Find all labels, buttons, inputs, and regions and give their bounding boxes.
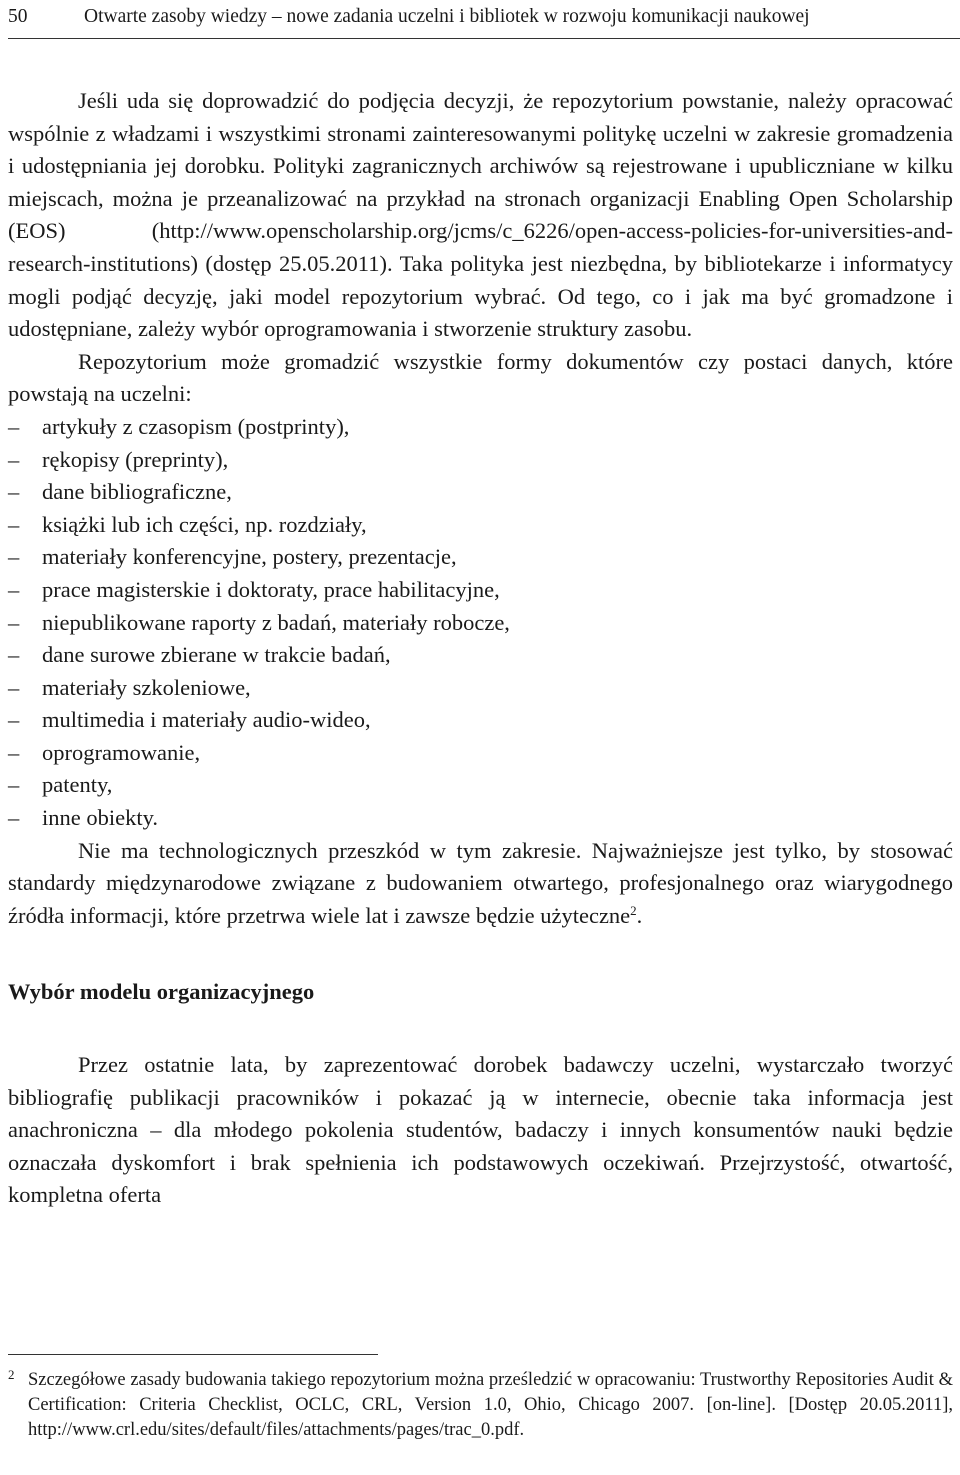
list-item: – dane bibliograficzne, xyxy=(8,476,953,509)
list-item: – dane surowe zbierane w trakcie badań, xyxy=(8,639,953,672)
list-item: – książki lub ich części, np. rozdziały, xyxy=(8,509,953,542)
footnote xyxy=(8,1368,953,1443)
list-item: – materiały szkoleniowe, xyxy=(8,672,953,705)
footnote-text: Szczegółowe zasady budowania takiego repozytorium można prześledzić w opracowaniu: Trustworthy Repositories Audit & Certification: Criteria Checklist, OCLC, CRL, Version 1.0, Ohio, Chicago 2007. [on-line]. [Dostęp 20.05.2011], http://www.crl.edu/sites/default/files/attachments/pages/trac_0.pdf. xyxy=(28,1370,953,1440)
paragraph-standards xyxy=(8,835,953,933)
section-heading: Wybór modelu organizacyjnego xyxy=(8,979,315,1005)
list-item: – prace magisterskie i doktoraty, prace habilitacyjne, xyxy=(8,574,953,607)
list-item: – rękopisy (preprinty), xyxy=(8,444,953,477)
list-item: – inne obiekty. xyxy=(8,802,953,835)
footnote-reference[interactable]: 2 xyxy=(630,902,637,918)
paragraph-document-forms: Repozytorium może gromadzić wszystkie formy dokumentów czy postaci danych, które powstają na uczelni: xyxy=(8,348,953,407)
document-types-list xyxy=(8,411,953,835)
running-header xyxy=(8,0,960,39)
list-item: – artykuły z czasopism (postprinty), xyxy=(8,411,953,444)
paragraph-standards-end: . xyxy=(636,902,643,928)
paragraph-organizational-model: Przez ostatnie lata, by zaprezentować dorobek badawczy uczelni, wystarczało tworzyć bibliografię publikacji pracowników i pokazać ją w internecie, obecnie taka informacja jest anachroniczna – dla młodego pokolenia studentów, badaczy i innych konsumentów nauki będzie oznaczała dyskomfort i brak spełnienia ich podstawowych oczekiwań. Przejrzystość, otwartość, kompletna oferta xyxy=(8,1052,953,1208)
list-item: – niepublikowane raporty z badań, materiały robocze, xyxy=(8,607,953,640)
paragraph-repository-policy: Jeśli uda się doprowadzić do podjęcia decyzji, że repozytorium powstanie, należy opracować wspólnie z władzami i wszystkimi stronami zainteresowanymi politykę uczelni w zakresie gromadzenia i udostępniania jej dorobku. Polityki zagranicznych archiwów są rejestrowane i upubliczniane w kilku miejscach, można je przeanalizować na przykład na stronach organizacji Enabling Open Scholarship (EOS) (http://www.openscholarship.org/jcms/c_6226/open-access-policies-for-universities-and-research-institutions) (dostęp 25.05.2011). Taka polityka jest niezbędna, by bibliotekarze i informatycy mogli podjąć decyzję, jaki model repozytorium wybrać. Od tego, co i jak ma być gromadzone i udostępniane, zależy wybór oprogramowania i stworzenie struktury zasobu. xyxy=(8,88,953,342)
list-item: – materiały konferencyjne, postery, prezentacje, xyxy=(8,541,953,574)
page-number: 50 xyxy=(8,6,28,27)
list-item: – oprogramowanie, xyxy=(8,737,953,770)
paragraph-standards-text: Nie ma technologicznych przeszkód w tym zakresie. Najważniejsze jest tylko, by stosować standardy międzynarodowe związane z budowaniem otwartego, profesjonalnego oraz wiarygodnego źródła informacji, które przetrwa wiele lat i zawsze będzie użyteczne xyxy=(8,837,953,928)
list-item: – multimedia i materiały audio-wideo, xyxy=(8,704,953,737)
running-title: Otwarte zasoby wiedzy – nowe zadania uczelni i bibliotek w rozwoju komunikacji naukowej xyxy=(84,6,810,27)
footnote-number: 2 xyxy=(8,1367,15,1382)
footnote-separator xyxy=(8,1354,378,1355)
list-item: – patenty, xyxy=(8,769,953,802)
main-content xyxy=(8,85,953,1212)
